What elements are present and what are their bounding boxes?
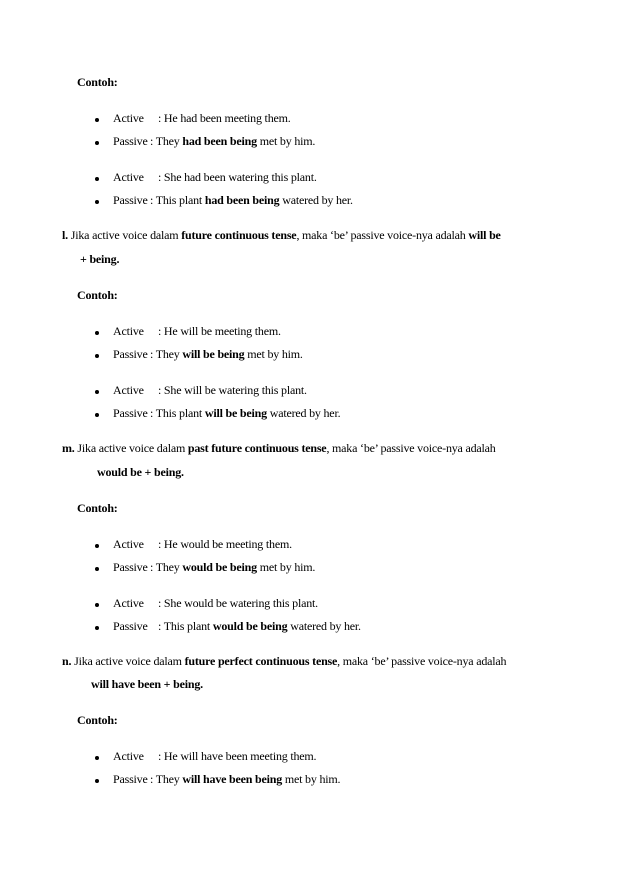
voice-label: Passive <box>113 406 148 420</box>
bullet-icon <box>95 567 99 571</box>
rule-continuation: + being. <box>80 252 120 266</box>
bullet-icon <box>95 413 99 417</box>
bullet-icon <box>95 177 99 181</box>
example-heading: Contoh: <box>77 501 118 515</box>
example-heading: Contoh: <box>77 713 118 727</box>
bullet-icon <box>95 544 99 548</box>
voice-label: Active <box>113 383 144 397</box>
rule-paragraph: n. Jika active voice dalam future perfect continuous tense, maka ‘be’ passive voice-nya adalah <box>62 654 507 668</box>
sentence: : He will be meeting them. <box>158 324 281 338</box>
bullet-icon <box>95 354 99 358</box>
voice-label: Passive <box>113 619 148 633</box>
bullet-icon <box>95 756 99 760</box>
voice-label: Active <box>113 537 144 551</box>
sentence: : She had been watering this plant. <box>158 170 317 184</box>
sentence: : This plant will be being watered by her. <box>150 406 341 420</box>
voice-label: Active <box>113 170 144 184</box>
sentence: : This plant would be being watered by her. <box>158 619 361 633</box>
voice-label: Passive <box>113 560 148 574</box>
bullet-icon <box>95 779 99 783</box>
rule-continuation: would be + being. <box>97 465 184 479</box>
voice-label: Active <box>113 324 144 338</box>
voice-label: Passive <box>113 193 148 207</box>
sentence: : She will be watering this plant. <box>158 383 307 397</box>
rule-paragraph: m. Jika active voice dalam past future continuous tense, maka ‘be’ passive voice-nya adalah <box>62 441 496 455</box>
bullet-icon <box>95 626 99 630</box>
sentence: : They had been being met by him. <box>150 134 316 148</box>
voice-label: Active <box>113 596 144 610</box>
voice-label: Passive <box>113 347 148 361</box>
bullet-icon <box>95 141 99 145</box>
voice-label: Passive <box>113 134 148 148</box>
rule-paragraph: l. Jika active voice dalam future continuous tense, maka ‘be’ passive voice-nya adalah will be <box>62 228 501 242</box>
bullet-icon <box>95 603 99 607</box>
sentence: : They will be being met by him. <box>150 347 303 361</box>
voice-label: Passive <box>113 772 148 786</box>
voice-label: Active <box>113 749 144 763</box>
sentence: : They would be being met by him. <box>150 560 316 574</box>
bullet-icon <box>95 331 99 335</box>
voice-label: Active <box>113 111 144 125</box>
bullet-icon <box>95 118 99 122</box>
bullet-icon <box>95 200 99 204</box>
sentence: : He had been meeting them. <box>158 111 291 125</box>
sentence: : He would be meeting them. <box>158 537 292 551</box>
sentence: : She would be watering this plant. <box>158 596 318 610</box>
sentence: : This plant had been being watered by her. <box>150 193 353 207</box>
example-heading: Contoh: <box>77 288 118 302</box>
rule-continuation: will have been + being. <box>91 677 203 691</box>
bullet-icon <box>95 390 99 394</box>
example-heading: Contoh: <box>77 75 118 89</box>
sentence: : He will have been meeting them. <box>158 749 317 763</box>
sentence: : They will have been being met by him. <box>150 772 341 786</box>
